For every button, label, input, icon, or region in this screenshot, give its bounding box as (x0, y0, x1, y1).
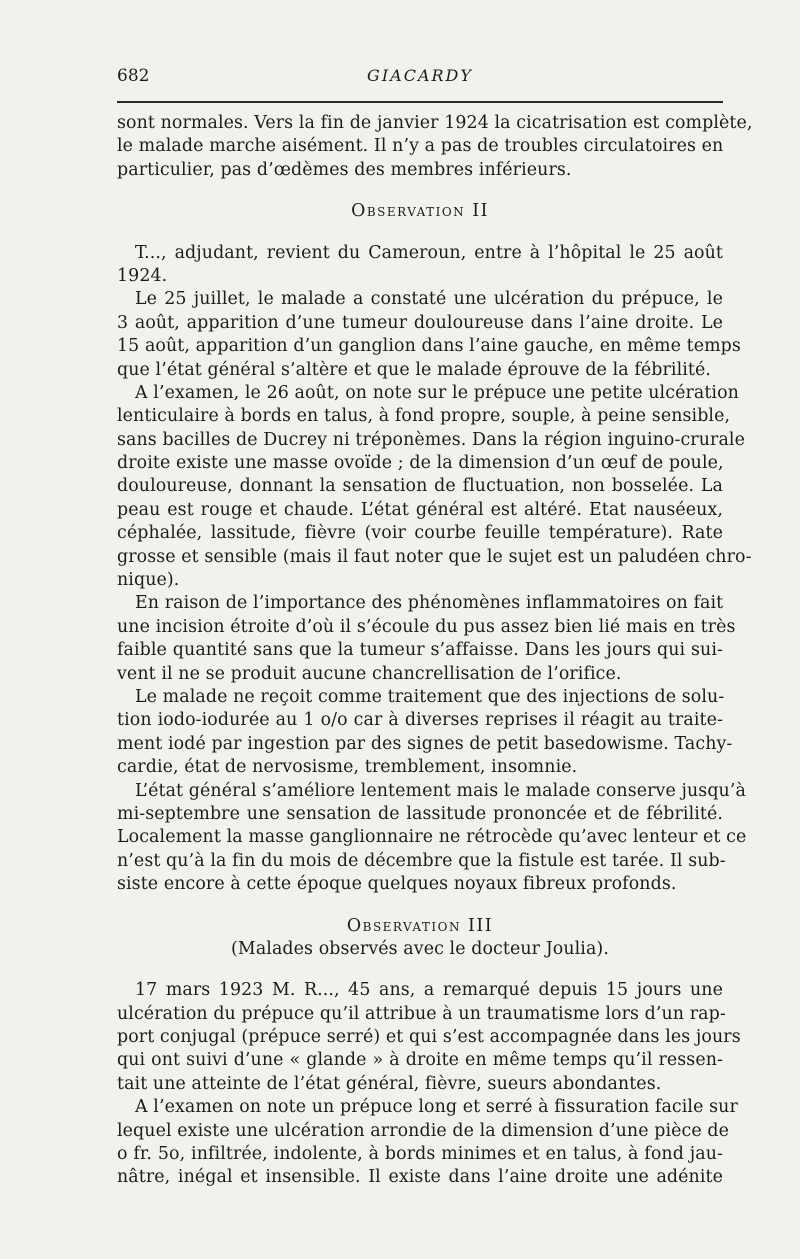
running-head: GIACARDY (367, 66, 473, 85)
text-line: sont normales. Vers la fin de janvier 1924 la cicatrisation est complète, (117, 113, 753, 133)
text-line: L’état général s’améliore lentement mais le malade conserve jusqu’à (135, 780, 746, 801)
text-line: tait une atteinte de l’état général, fièvre, sueurs abondantes. (117, 1073, 662, 1094)
text-line: nâtre, inégal et insensible. Il existe dans l’aine droite une adénite (117, 1167, 723, 1188)
text-line: n’est qu’à la fin du mois de décembre que la fistule est tarée. Il sub- (117, 850, 726, 871)
text-line: T..., adjudant, revient du Cameroun, entre à l’hôpital le 25 août (135, 242, 723, 263)
text-line: qui ont suivi d’une « glande » à droite en même temps qu’il ressen- (117, 1050, 723, 1071)
text-line: vent il ne se produit aucune chancrellisation de l’orifice. (117, 663, 622, 684)
section-heading-obs2: Observation II (351, 201, 489, 222)
text-line: Le 25 juillet, le malade a constaté une ulcération du prépuce, le (135, 289, 723, 310)
text-line: ment iodé par ingestion par des signes de petit basedowisme. Tachy- (117, 733, 733, 754)
text-line: douloureuse, donnant la sensation de fluctuation, non bosselée. La (117, 476, 723, 497)
text-line: 15 août, apparition d’un ganglion dans l’aine gauche, en même temps (117, 336, 741, 357)
text-line: 17 mars 1923 M. R..., 45 ans, a remarqué depuis 15 jours une (135, 980, 723, 1001)
text-line: peau est rouge et chaude. L’état général est altéré. Etat nauséeux, (117, 499, 723, 520)
text-line: Le malade ne reçoit comme traitement que des injections de solu- (135, 686, 725, 707)
text-line: tion iodo-iodurée au 1 o/o car à diverses reprises il réagit au traite- (117, 710, 723, 731)
page-number: 682 (117, 66, 150, 86)
text-line: sans bacilles de Ducrey ni tréponèmes. Dans la région inguino-crurale (117, 429, 745, 450)
text-line: céphalée, lassitude, fièvre (voir courbe feuille température). Rate (117, 523, 723, 544)
text-line: A l’examen, le 26 août, on note sur le prépuce une petite ulcération (135, 382, 739, 403)
obs3-paragraph-2 (117, 1096, 738, 1190)
text-line: une incision étroite d’où il s’écoule du pus assez bien lié mais en très (117, 616, 736, 637)
text-line: lequel existe une ulcération arrondie de la dimension d’une pièce de (117, 1120, 730, 1141)
text-line: 1924. (117, 265, 168, 286)
text-line: o fr. 5o, infiltrée, indolente, à bords minimes et en talus, à fond jau- (117, 1144, 723, 1165)
section-subheading-obs3: (Malades observés avec le docteur Joulia). (231, 938, 609, 959)
text-line: particulier, pas d’œdèmes des membres inférieurs. (117, 159, 572, 180)
text-line: que l’état général s’altère et que le malade éprouve de la fébrilité. (117, 359, 712, 380)
obs2-paragraph-4 (117, 592, 736, 686)
text-line: En raison de l’importance des phénomènes inflammatoires on fait (135, 593, 724, 614)
page-body (117, 112, 753, 1190)
text-line: cardie, état de nervosisme, tremblement, insomnie. (117, 757, 578, 778)
obs2-paragraph-2 (117, 288, 741, 382)
obs2-paragraph-6 (117, 780, 747, 897)
text-line: le malade marche aisément. Il n’y a pas de troubles circulatoires en (117, 136, 724, 157)
text-line: ulcération du prépuce qu’il attribue à un traumatisme lors d’un rap- (117, 1003, 726, 1024)
text-line: lenticulaire à bords en talus, à fond propre, souple, à peine sensible, (117, 406, 731, 427)
text-line: droite existe une masse ovoïde ; de la dimension d’un œuf de poule, (117, 453, 724, 474)
obs2-paragraph-1 (117, 242, 723, 289)
text-line: grosse et sensible (mais il faut noter que le sujet est un paludéen chro- (117, 546, 752, 567)
text-line: A l’examen on note un prépuce long et serré à fissuration facile sur (135, 1097, 738, 1118)
text-line: 3 août, apparition d’une tumeur douloureuse dans l’aine droite. Le (117, 312, 723, 333)
text-line: port conjugal (prépuce serré) et qui s’est accompagnée dans les jours (117, 1027, 741, 1048)
page-header (117, 66, 723, 96)
text-line: Localement la masse ganglionnaire ne rétrocède qu’avec lenteur et ce (117, 827, 747, 848)
obs2-paragraph-5 (117, 686, 733, 780)
section-heading-obs3: Observation III (346, 915, 494, 936)
paragraph-continued (117, 112, 753, 182)
text-line: siste encore à cette époque quelques noyaux fibreux profonds. (117, 874, 677, 895)
header-rule (117, 101, 723, 103)
text-line: nique). (117, 570, 180, 591)
text-line: mi-septembre une sensation de lassitude prononcée et de fébrilité. (117, 803, 723, 824)
text-line: faible quantité sans que la tumeur s’affaisse. Dans les jours qui sui- (117, 640, 723, 661)
obs2-paragraph-3 (117, 382, 752, 593)
obs3-paragraph-1 (117, 979, 741, 1096)
